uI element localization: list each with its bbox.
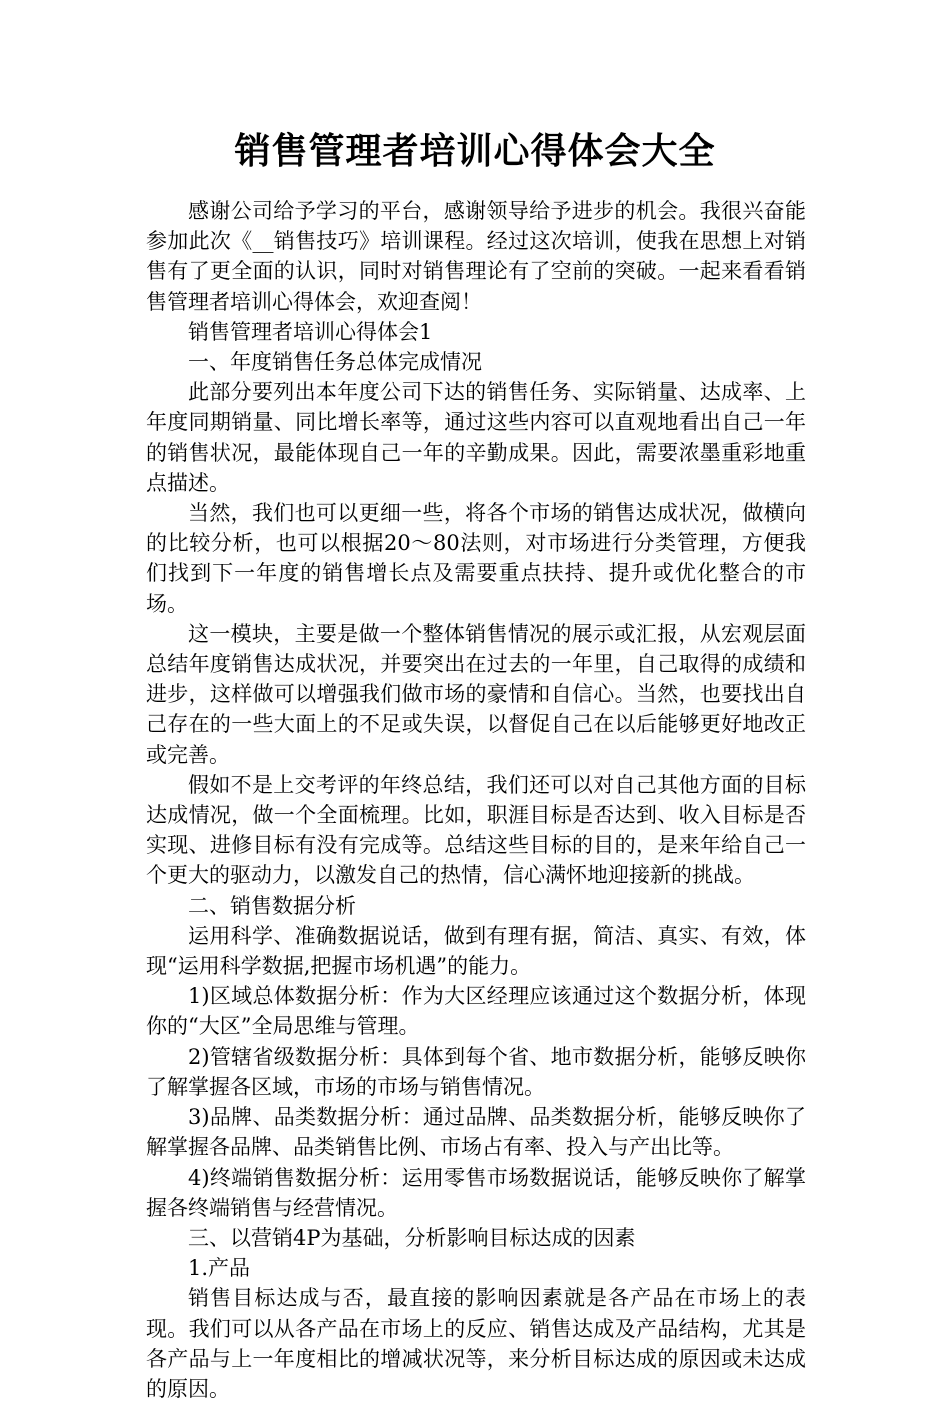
paragraph: 这一模块，主要是做一个整体销售情况的展示或汇报，从宏观层面总结年度销售达成状况，并要突出在过去的一年里，自己取得的成绩和进步，这样做可以增强我们做市场的豪情和自信心。当然，也要找出自己存在的一些大面上的不足或失误，以督促自己在以后能够更好地改正或完善。 — [146, 621, 806, 767]
paragraph: 此部分要列出本年度公司下达的销售任务、实际销量、达成率、上年度同期销量、同比增长率等，通过这些内容可以直观地看出自己一年的销售状况，最能体现自己一年的辛勤成果。因此，需要浓墨重彩地重点描述。 — [146, 380, 806, 495]
document-title: 销售管理者培训心得体会大全 — [234, 131, 716, 172]
intro-paragraph: 感谢公司给予学习的平台，感谢领导给予进步的机会。我很兴奋能参加此次《__销售技巧》培训课程。经过这次培训，使我在思想上对销售有了更全面的认识，同时对销售理论有了空前的突破。一起来看看销售管理者培训心得体会，欢迎查阅！ — [146, 199, 806, 314]
section-heading-3: 三、以营销4P为基础，分析影响目标达成的因素 — [188, 1225, 636, 1250]
document-body — [146, 196, 806, 1404]
paragraph: 当然，我们也可以更细一些，将各个市场的销售达成状况，做横向的比较分析，也可以根据20～80法则，对市场进行分类管理，方便我们找到下一年度的销售增长点及需要重点扶持、提升或优化整合的市场。 — [146, 501, 806, 616]
section-heading-1: 一、年度销售任务总体完成情况 — [188, 350, 482, 375]
list-item: 2)管辖省级数据分析：具体到每个省、地市数据分析，能够反映你了解掌握各区域，市场的市场与销售情况。 — [146, 1044, 806, 1099]
list-item: 1)区域总体数据分析：作为大区经理应该通过这个数据分析，体现你的“大区”全局思维与管理。 — [146, 984, 806, 1039]
section-subtitle: 销售管理者培训心得体会1 — [188, 319, 433, 344]
paragraph: 假如不是上交考评的年终总结，我们还可以对自己其他方面的目标达成情况，做一个全面梳理。比如，职涯目标是否达到、收入目标是否实现、进修目标有没有完成等。总结这些目标的目的，是来年给自己一个更大的驱动力，以激发自己的热情，信心满怀地迎接新的挑战。 — [146, 772, 806, 888]
paragraph: 运用科学、准确数据说话，做到有理有据，简洁、真实、有效，体现“运用科学数据,把握市场机遇”的能力。 — [146, 923, 806, 979]
paragraph: 销售目标达成与否，最直接的影响因素就是各产品在市场上的表现。我们可以从各产品在市场上的反应、销售达成及产品结构，尤其是各产品与上一年度相比的增减状况等，来分析目标达成的原因或未达成的原因。 — [146, 1286, 806, 1401]
list-item: 4)终端销售数据分析：运用零售市场数据说话，能够反映你了解掌握各终端销售与经营情况。 — [146, 1165, 806, 1220]
section-heading-2: 二、销售数据分析 — [188, 893, 356, 918]
list-item: 3)品牌、品类数据分析：通过品牌、品类数据分析，能够反映你了解掌握各品牌、品类销售比例、市场占有率、投入与产出比等。 — [146, 1105, 806, 1160]
subsection-heading: 1.产品 — [188, 1256, 251, 1281]
